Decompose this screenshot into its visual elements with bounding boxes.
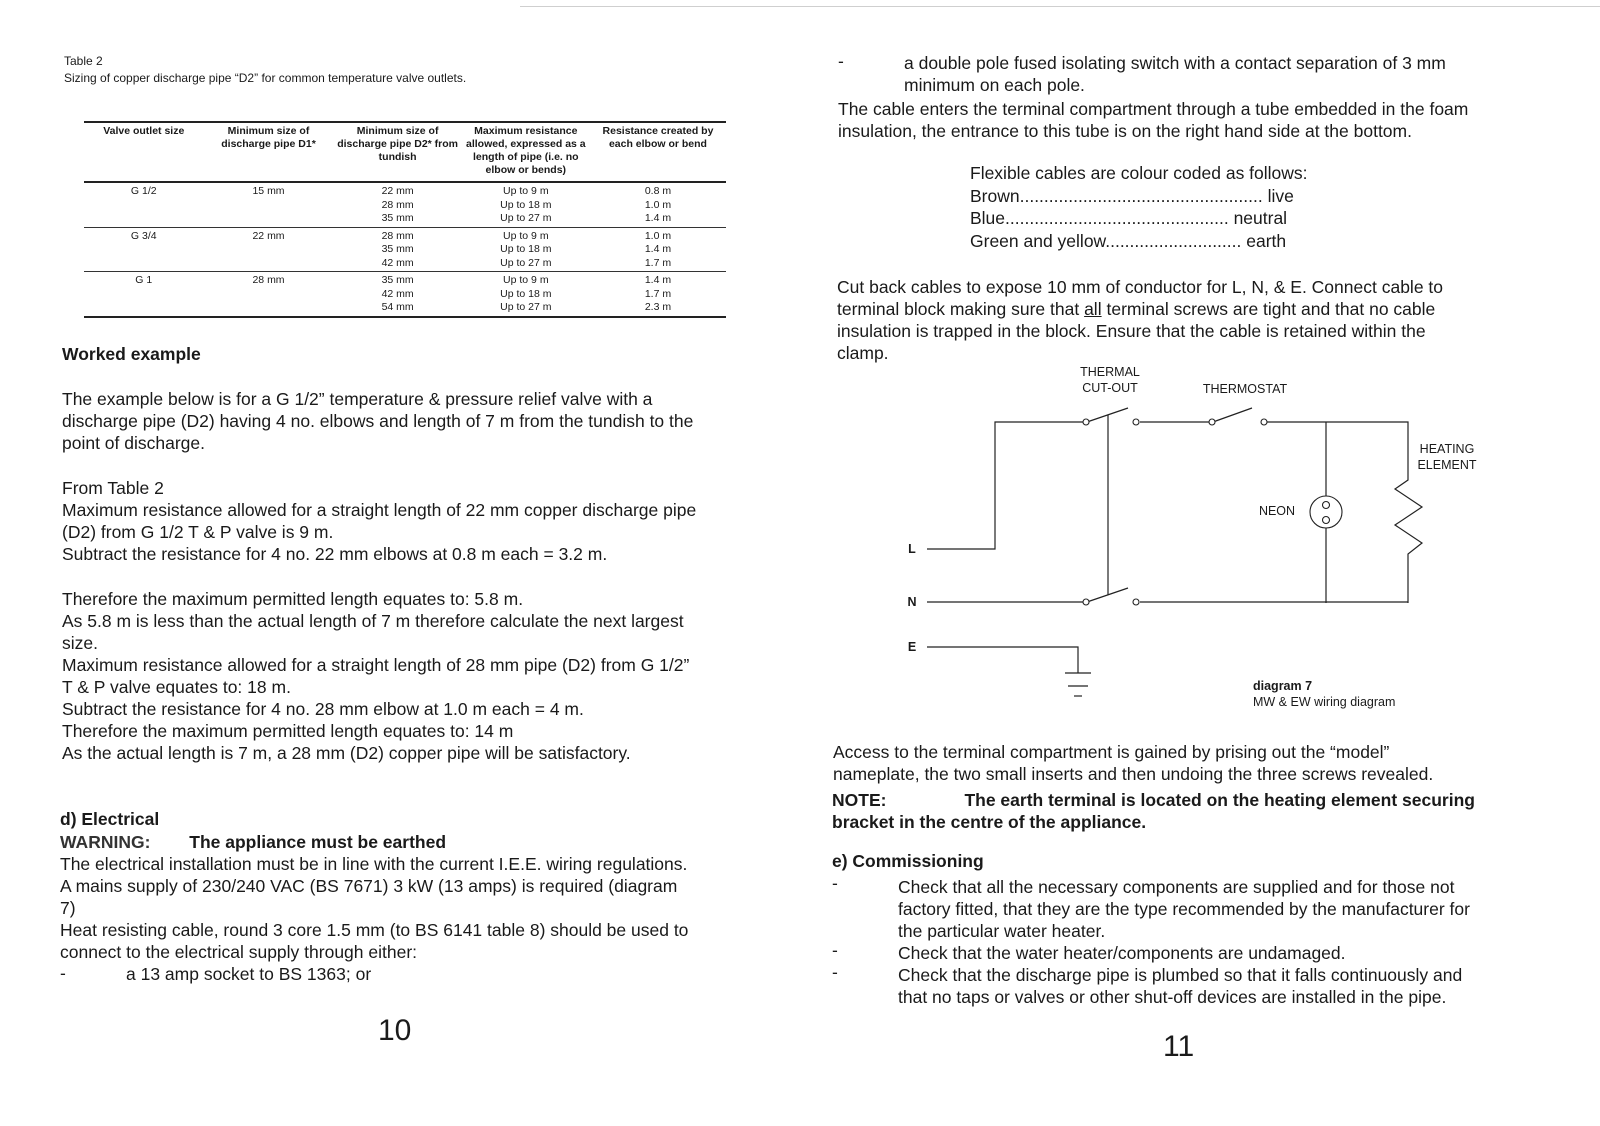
text-line: As 5.8 m is less than the actual length of 7 m therefore calculate the next largest [62, 611, 684, 631]
header-d2: Minimum size of discharge pipe D2* from tundish [334, 122, 462, 182]
text-line: Heat resisting cable, round 3 core 1.5 mm (to BS 6141 table 8) should be used to [60, 920, 689, 940]
note-label: NOTE: [832, 790, 887, 810]
text-line: As the actual length is 7 m, a 28 mm (D2) copper pipe will be satisfactory. [62, 743, 631, 763]
colour-meaning: earth [1246, 231, 1287, 251]
text-line: insulation, the entrance to this tube is on the right hand side at the bottom. [838, 121, 1412, 141]
d2-value: 35 mm [381, 243, 414, 255]
text-line: clamp. [837, 343, 889, 363]
live-terminal-label: L [908, 542, 916, 556]
res-value: 1.4 m [644, 212, 672, 224]
table-caption: Sizing of copper discharge pipe “D2” for common temperature valve outlets. [64, 71, 467, 85]
text-line: Cut back cables to expose 10 mm of conductor for L, N, & E. Connect cable to [837, 277, 1444, 297]
res-value: 1.7 m [644, 287, 672, 300]
switch-contact [1083, 599, 1089, 605]
cut-back-paragraph [837, 276, 1443, 364]
text-line: T & P valve equates to: 18 m. [62, 677, 291, 697]
text-line: a double pole fused isolating switch with a contact separation of 3 mm [904, 53, 1446, 73]
heating-element-label [1412, 441, 1482, 473]
wiring-diagram [900, 362, 1500, 712]
cell-valve: G 1 [84, 272, 204, 317]
commissioning-item [898, 964, 1462, 1008]
text-line: minimum on each pole. [904, 75, 1085, 95]
note-line [832, 789, 1475, 811]
colour-code-row [970, 230, 1286, 252]
text-line: Maximum resistance allowed for a straight length of 28 mm pipe (D2) from G 1/2” [62, 655, 690, 675]
diagram-caption: MW & EW wiring diagram [1253, 695, 1396, 709]
colour-meaning: neutral [1233, 208, 1288, 228]
text-line [837, 298, 1443, 320]
text-line: Subtract the resistance for 4 no. 28 mm elbow at 1.0 m each = 4 m. [62, 699, 584, 719]
cell-res [590, 182, 726, 227]
max-value: Up to 27 m [500, 301, 552, 313]
max-value: Up to 27 m [500, 256, 552, 269]
page-number: 10 [378, 1014, 412, 1047]
bullet-dash: - [832, 940, 838, 960]
res-value: 1.0 m [644, 198, 672, 211]
pipe-sizing-table [84, 121, 726, 318]
table-header-row [84, 122, 726, 182]
d2-value: 35 mm [381, 274, 414, 286]
leader-dots: .............................................. [1005, 208, 1229, 228]
thermal-cutout-label [1070, 364, 1150, 396]
text-line: The cable enters the terminal compartment through a tube embedded in the foam [838, 99, 1469, 119]
text-line: Maximum resistance allowed for a straight length of 22 mm copper discharge pipe [62, 500, 697, 520]
header-max-resistance: Maximum resistance allowed, expressed as a length of pipe (i.e. no elbow or bends) [462, 122, 590, 182]
thermostat-out-wire [1267, 422, 1408, 452]
bullet-dash: - [838, 51, 844, 71]
thermostat-blade [1213, 408, 1252, 422]
table-row [84, 182, 726, 227]
from-table-paragraph [62, 477, 696, 565]
cell-valve: G 1/2 [84, 182, 204, 227]
bullet-switch [904, 52, 1446, 96]
header-valve-outlet: Valve outlet size [84, 122, 204, 182]
text-line: discharge pipe (D2) having 4 no. elbows and length of 7 m from the tundish to the [62, 411, 694, 431]
table-row [84, 227, 726, 272]
neutral-terminal-label: N [907, 595, 917, 609]
bullet-dash: - [832, 962, 838, 982]
live-wire [927, 422, 1085, 549]
d2-value: 42 mm [381, 287, 414, 300]
res-value: 1.4 m [644, 274, 672, 286]
emphasis-all: all [1084, 299, 1102, 319]
d2-value: 28 mm [381, 198, 414, 211]
colour-intro: Flexible cables are colour coded as follows: [970, 163, 1308, 183]
warning-label: WARNING: [60, 832, 151, 852]
text-line: Therefore the maximum permitted length equates to: 14 m [62, 721, 514, 741]
text-line: Access to the terminal compartment is gained by prising out the “model” [833, 742, 1390, 762]
d2-value: 54 mm [381, 301, 414, 313]
text-line: nameplate, the two small inserts and then undoing the three screws revealed. [833, 764, 1434, 784]
page-number: 11 [1163, 1030, 1195, 1063]
cell-max [462, 227, 590, 272]
earth-terminal-label: E [907, 640, 917, 654]
text-line: connect to the electrical supply through either: [60, 942, 418, 962]
access-paragraph [833, 741, 1433, 785]
neon-electrode [1323, 517, 1330, 524]
worked-example-heading: Worked example [62, 344, 201, 364]
text-line: Subtract the resistance for 4 no. 22 mm elbows at 0.8 m each = 3.2 m. [62, 544, 608, 564]
cell-d1: 15 mm [204, 182, 334, 227]
switch-contact [1133, 419, 1139, 425]
cell-d1: 22 mm [204, 227, 334, 272]
text-line: 7) [60, 898, 76, 918]
table-row [84, 272, 726, 317]
commissioning-item [898, 876, 1470, 942]
diagram-title: diagram 7 [1253, 679, 1313, 693]
cable-entry-paragraph [838, 98, 1468, 142]
text-line: insulation is trapped in the block. Ensure that the cable is retained within the [837, 321, 1426, 341]
bullet-dash: - [832, 873, 838, 893]
res-value: 1.7 m [644, 256, 672, 269]
cell-d1: 28 mm [204, 272, 334, 317]
worked-example-paragraph [62, 388, 693, 454]
neon-label: NEON [1258, 504, 1296, 518]
cell-d2 [334, 227, 462, 272]
commissioning-item [898, 942, 1346, 964]
neon-electrode [1323, 502, 1330, 509]
res-value: 1.0 m [644, 229, 672, 242]
colour-code-row [970, 207, 1287, 229]
earth-wire [927, 647, 1078, 673]
res-value: 0.8 m [644, 185, 672, 197]
label-line: THERMAL [1080, 365, 1140, 379]
text-line: factory fitted, that they are the type recommended by the manufacturer for [898, 899, 1470, 919]
bullet-dash: - [60, 963, 66, 983]
thermostat-label: THERMOSTAT [1202, 382, 1288, 396]
cell-max [462, 272, 590, 317]
text-fragment: terminal block making sure that [837, 299, 1080, 319]
d2-value: 35 mm [381, 212, 414, 224]
colour-name: Green and yellow [970, 231, 1106, 251]
text-line: Therefore the maximum permitted length equates to: 5.8 m. [62, 589, 524, 609]
switch-contact [1133, 599, 1139, 605]
cell-res [590, 272, 726, 317]
res-value: 2.3 m [644, 301, 672, 313]
colour-meaning: live [1267, 186, 1294, 206]
table-label: Table 2 [64, 54, 103, 68]
leader-dots: .................................................. [1019, 186, 1263, 206]
note-text: The earth terminal is located on the heating element securing [964, 790, 1475, 810]
max-value: Up to 18 m [500, 198, 552, 211]
switch-contact [1083, 419, 1089, 425]
colour-code-row [970, 185, 1294, 207]
max-value: Up to 18 m [500, 243, 552, 255]
cell-d2 [334, 182, 462, 227]
max-value: Up to 27 m [500, 212, 552, 224]
d2-value: 42 mm [381, 256, 414, 269]
text-line: The electrical installation must be in line with the current I.E.E. wiring regulations. [60, 854, 688, 874]
cell-d2 [334, 272, 462, 317]
thermostat-contact [1261, 419, 1267, 425]
res-value: 1.4 m [644, 243, 672, 255]
text-line: From Table 2 [62, 478, 164, 498]
max-value: Up to 9 m [503, 185, 549, 197]
header-elbow-resistance: Resistance created by each elbow or bend [590, 122, 726, 182]
note-block [832, 789, 1475, 833]
commissioning-heading: e) Commissioning [832, 851, 984, 871]
text-line: size. [62, 633, 98, 653]
warning-line [60, 831, 446, 853]
text-line: that no taps or valves or other shut-off devices are installed in the pipe. [898, 987, 1447, 1007]
text-line: (D2) from G 1/2 T & P valve is 9 m. [62, 522, 334, 542]
label-line: HEATING [1419, 442, 1475, 456]
label-line: ELEMENT [1417, 458, 1477, 472]
d2-value: 28 mm [381, 229, 414, 242]
max-value: Up to 18 m [500, 287, 552, 300]
left-page [0, 0, 790, 1126]
thermostat-contact [1209, 419, 1215, 425]
cell-valve: G 3/4 [84, 227, 204, 272]
text-line: The example below is for a G 1/2” temperature & pressure relief valve with a [62, 389, 653, 409]
text-line: Check that all the necessary components are supplied and for those not [898, 877, 1455, 897]
text-line: the particular water heater. [898, 921, 1106, 941]
text-fragment: terminal screws are tight and that no cable [1106, 299, 1436, 319]
warning-text: The appliance must be earthed [189, 832, 447, 852]
text-line: point of discharge. [62, 433, 206, 453]
max-value: Up to 9 m [503, 229, 549, 242]
note-line: bracket in the centre of the appliance. [832, 812, 1147, 832]
colour-name: Brown [970, 186, 1020, 206]
label-line: CUT-OUT [1082, 381, 1138, 395]
text-line: Check that the water heater/components are undamaged. [898, 943, 1346, 963]
text-line: A mains supply of 230/240 VAC (BS 7671) 3 kW (13 amps) is required (diagram [60, 876, 678, 896]
max-value: Up to 9 m [503, 274, 549, 286]
electrical-heading: d) Electrical [60, 809, 160, 829]
d2-value: 22 mm [381, 185, 414, 197]
bullet-socket: a 13 amp socket to BS 1363; or [126, 964, 372, 984]
calculation-paragraph [62, 588, 689, 764]
electrical-paragraph [60, 853, 688, 963]
cell-max [462, 182, 590, 227]
heating-element-coil [1395, 452, 1422, 603]
header-d1: Minimum size of discharge pipe D1* [204, 122, 334, 182]
leader-dots: ............................ [1105, 231, 1242, 251]
text-line: Check that the discharge pipe is plumbed so that it falls continuously and [898, 965, 1463, 985]
colour-name: Blue [970, 208, 1006, 228]
cell-res [590, 227, 726, 272]
